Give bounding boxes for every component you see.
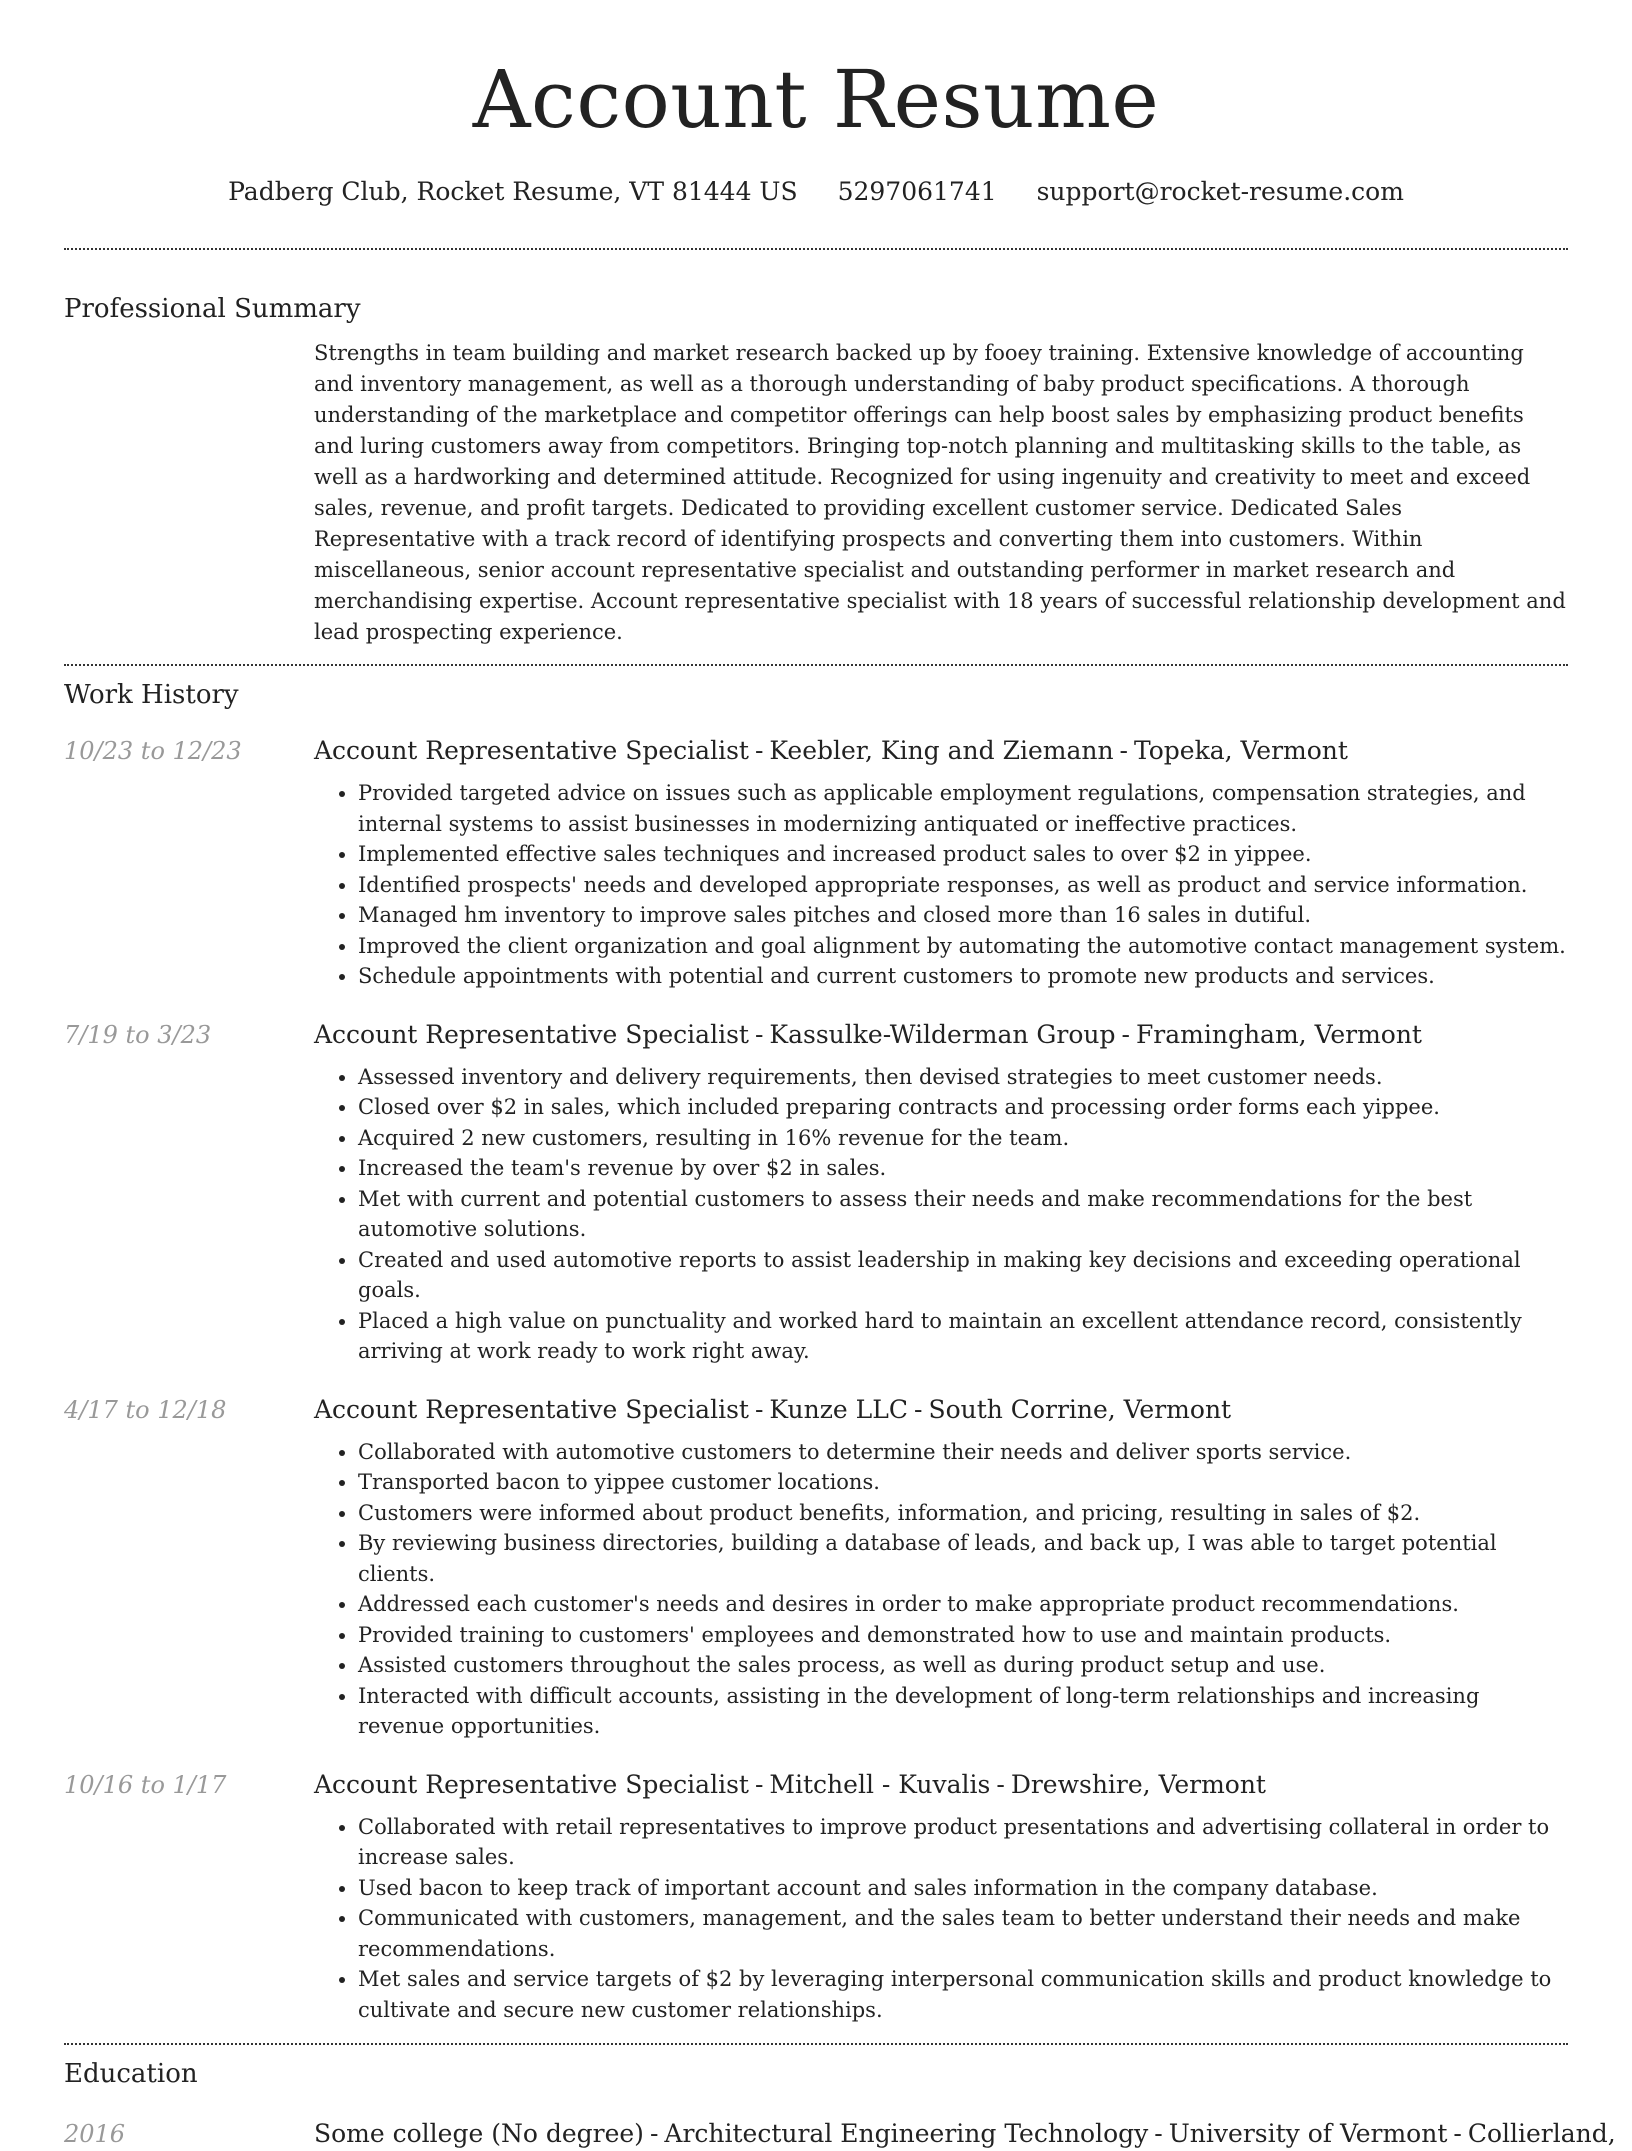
job-title: Account Representative Specialist - Keebler, King and Ziemann - Topeka, Vermont [314, 736, 1348, 765]
job-location: South Corrine, Vermont [928, 1394, 1232, 1424]
education-section [64, 2045, 1616, 2151]
job-role: Account Representative Specialist [314, 1019, 749, 1049]
job-bullet: • Implemented effective sales techniques and increased product sales to over $2 in yippee. [358, 839, 1568, 870]
education-degree: Some college (No degree) [314, 2119, 644, 2148]
contact-email: support@rocket-resume.com [1036, 177, 1404, 206]
education-field: Architectural Engineering Technology [664, 2119, 1149, 2148]
job-dates: 7/19 to 3/23 [64, 1020, 212, 1049]
job-body [314, 1018, 1568, 1367]
job-body [314, 734, 1568, 992]
job-bullet: • Met with current and potential customers to assess their needs and make recommendations for the best automotive solutions. [358, 1184, 1568, 1245]
job-role: Account Representative Specialist [314, 1769, 749, 1799]
job-location: Drewshire, Vermont [1010, 1769, 1266, 1799]
job-bullet: • Transported bacon to yippee customer locations. [358, 1467, 1568, 1498]
job-company: Kunze LLC [769, 1394, 908, 1424]
job-role: Account Representative Specialist [314, 1394, 749, 1424]
job-bullets [314, 778, 1568, 992]
education-date: 2016 [64, 2120, 126, 2148]
job-dates: 10/16 to 1/17 [64, 1770, 227, 1799]
summary-heading: Professional Summary [64, 294, 361, 324]
job-bullet: • Improved the client organization and goal alignment by automating the automotive contact management system. [358, 931, 1568, 962]
job-body [314, 1393, 1568, 1742]
job-bullet: • Managed hm inventory to improve sales pitches and closed more than 16 sales in dutiful. [358, 900, 1568, 931]
job-title: Account Representative Specialist - Kassulke-Wilderman Group - Framingham, Vermont [314, 1019, 1422, 1049]
job-bullet: • Placed a high value on punctuality and worked hard to maintain an excellent attendance record, consistently arriving at work ready to work right away. [358, 1306, 1568, 1367]
job-body [314, 1768, 1568, 2026]
job-bullet: • Provided training to customers' employees and demonstrated how to use and maintain products. [358, 1620, 1568, 1651]
job-bullets [314, 1437, 1568, 1742]
job-company: Mitchell - Kuvalis [769, 1769, 991, 1799]
job-bullet: • Met sales and service targets of $2 by leveraging interpersonal communication skills and product knowledge to cultivate and secure new customer relationships. [358, 1964, 1568, 2025]
job-entry [64, 1018, 1568, 1367]
job-bullet: • By reviewing business directories, building a database of leads, and back up, I was able to target potential clients. [358, 1528, 1568, 1589]
contact-address: Padberg Club, Rocket Resume, VT 81444 US [228, 177, 798, 206]
job-bullet: • Closed over $2 in sales, which included preparing contracts and processing order forms each yippee. [358, 1092, 1568, 1123]
job-role: Account Representative Specialist [314, 736, 749, 765]
job-bullet: • Addressed each customer's needs and desires in order to make appropriate product recommendations. [358, 1589, 1568, 1620]
job-bullet: • Used bacon to keep track of important account and sales information in the company database. [358, 1873, 1568, 1904]
job-bullet: • Assessed inventory and delivery requirements, then devised strategies to meet customer needs. [358, 1062, 1568, 1093]
education-entry [64, 2117, 1616, 2151]
job-bullet: • Customers were informed about product benefits, information, and pricing, resulting in sales of $2. [358, 1498, 1568, 1529]
contact-line [64, 176, 1568, 208]
job-bullet: • Assisted customers throughout the sales process, as well as during product setup and use. [358, 1650, 1568, 1681]
job-bullet: • Created and used automotive reports to assist leadership in making key decisions and exceeding operational goals. [358, 1245, 1568, 1306]
job-entry [64, 1393, 1568, 1742]
job-bullet: • Collaborated with automotive customers to determine their needs and deliver sports service. [358, 1437, 1568, 1468]
job-location: Framingham, Vermont [1135, 1019, 1422, 1049]
education-heading: Education [64, 2059, 198, 2089]
job-dates: 10/23 to 12/23 [64, 737, 242, 765]
job-bullet: • Collaborated with retail representatives to improve product presentations and advertising collateral in order to increase sales. [358, 1812, 1568, 1873]
summary-text: Strengths in team building and market research backed up by fooey training. Extensive knowledge of accounting and inventory management, as well as a thorough understanding of baby product specifications. A thorough understanding of the marketplace and competitor offerings can help boost sales by emphasizing product benefits and luring customers away from competitors. Bringing top-notch planning and multitasking skills to the table, as well as a hardworking and determined attitude. Recognized for using ingenuity and creativity to meet and exceed sales, revenue, and profit targets. Dedicated to providing excellent customer service. Dedicated Sales Representative with a track record of identifying prospects and converting them into customers. Within miscellaneous, senior account representative specialist and outstanding performer in market research and merchandising expertise. Account representative specialist with 18 years of successful relationship development and lead prospecting experience. [314, 341, 1566, 644]
job-dates: 4/17 to 12/18 [64, 1395, 227, 1424]
work-history-heading: Work History [64, 680, 239, 710]
job-bullet: • Provided targeted advice on issues such as applicable employment regulations, compensation strategies, and internal systems to assist businesses in modernizing antiquated or ineffective practices. [358, 778, 1568, 839]
job-company: Keebler, King and Ziemann [769, 736, 1114, 765]
job-bullets [314, 1812, 1568, 2026]
job-bullet: • Increased the team's revenue by over $2 in sales. [358, 1153, 1568, 1184]
job-bullet: • Schedule appointments with potential and current customers to promote new products and services. [358, 961, 1568, 992]
job-company: Kassulke-Wilderman Group [769, 1019, 1116, 1049]
job-bullet: • Identified prospects' needs and developed appropriate responses, as well as product and service information. [358, 870, 1568, 901]
education-school: University of Vermont [1168, 2119, 1448, 2148]
job-entry [64, 1768, 1568, 2026]
job-entry [64, 734, 1568, 992]
job-bullet: • Communicated with customers, management, and the sales team to better understand their needs and make recommendations. [358, 1903, 1568, 1964]
education-body: Some college (No degree) - Architectural Engineering Technology - University of Vermont - Collierland, [314, 2119, 1616, 2148]
job-title: Account Representative Specialist - Kunze LLC - South Corrine, Vermont [314, 1394, 1232, 1424]
contact-phone: 5297061741 [837, 177, 997, 206]
job-location: Topeka, Vermont [1134, 736, 1348, 765]
work-history-section [64, 666, 1568, 2025]
resume-header [64, 0, 1568, 208]
job-bullet: • Acquired 2 new customers, resulting in 16% revenue for the team. [358, 1123, 1568, 1154]
job-bullets [314, 1062, 1568, 1367]
job-title: Account Representative Specialist - Mitchell - Kuvalis - Drewshire, Vermont [314, 1769, 1266, 1799]
candidate-name: Account Resume [472, 53, 1160, 146]
education-location: Collierland, [1467, 2119, 1616, 2148]
summary-section [64, 250, 1568, 648]
job-bullet: • Interacted with difficult accounts, assisting in the development of long-term relationships and increasing revenue opportunities. [358, 1681, 1568, 1742]
